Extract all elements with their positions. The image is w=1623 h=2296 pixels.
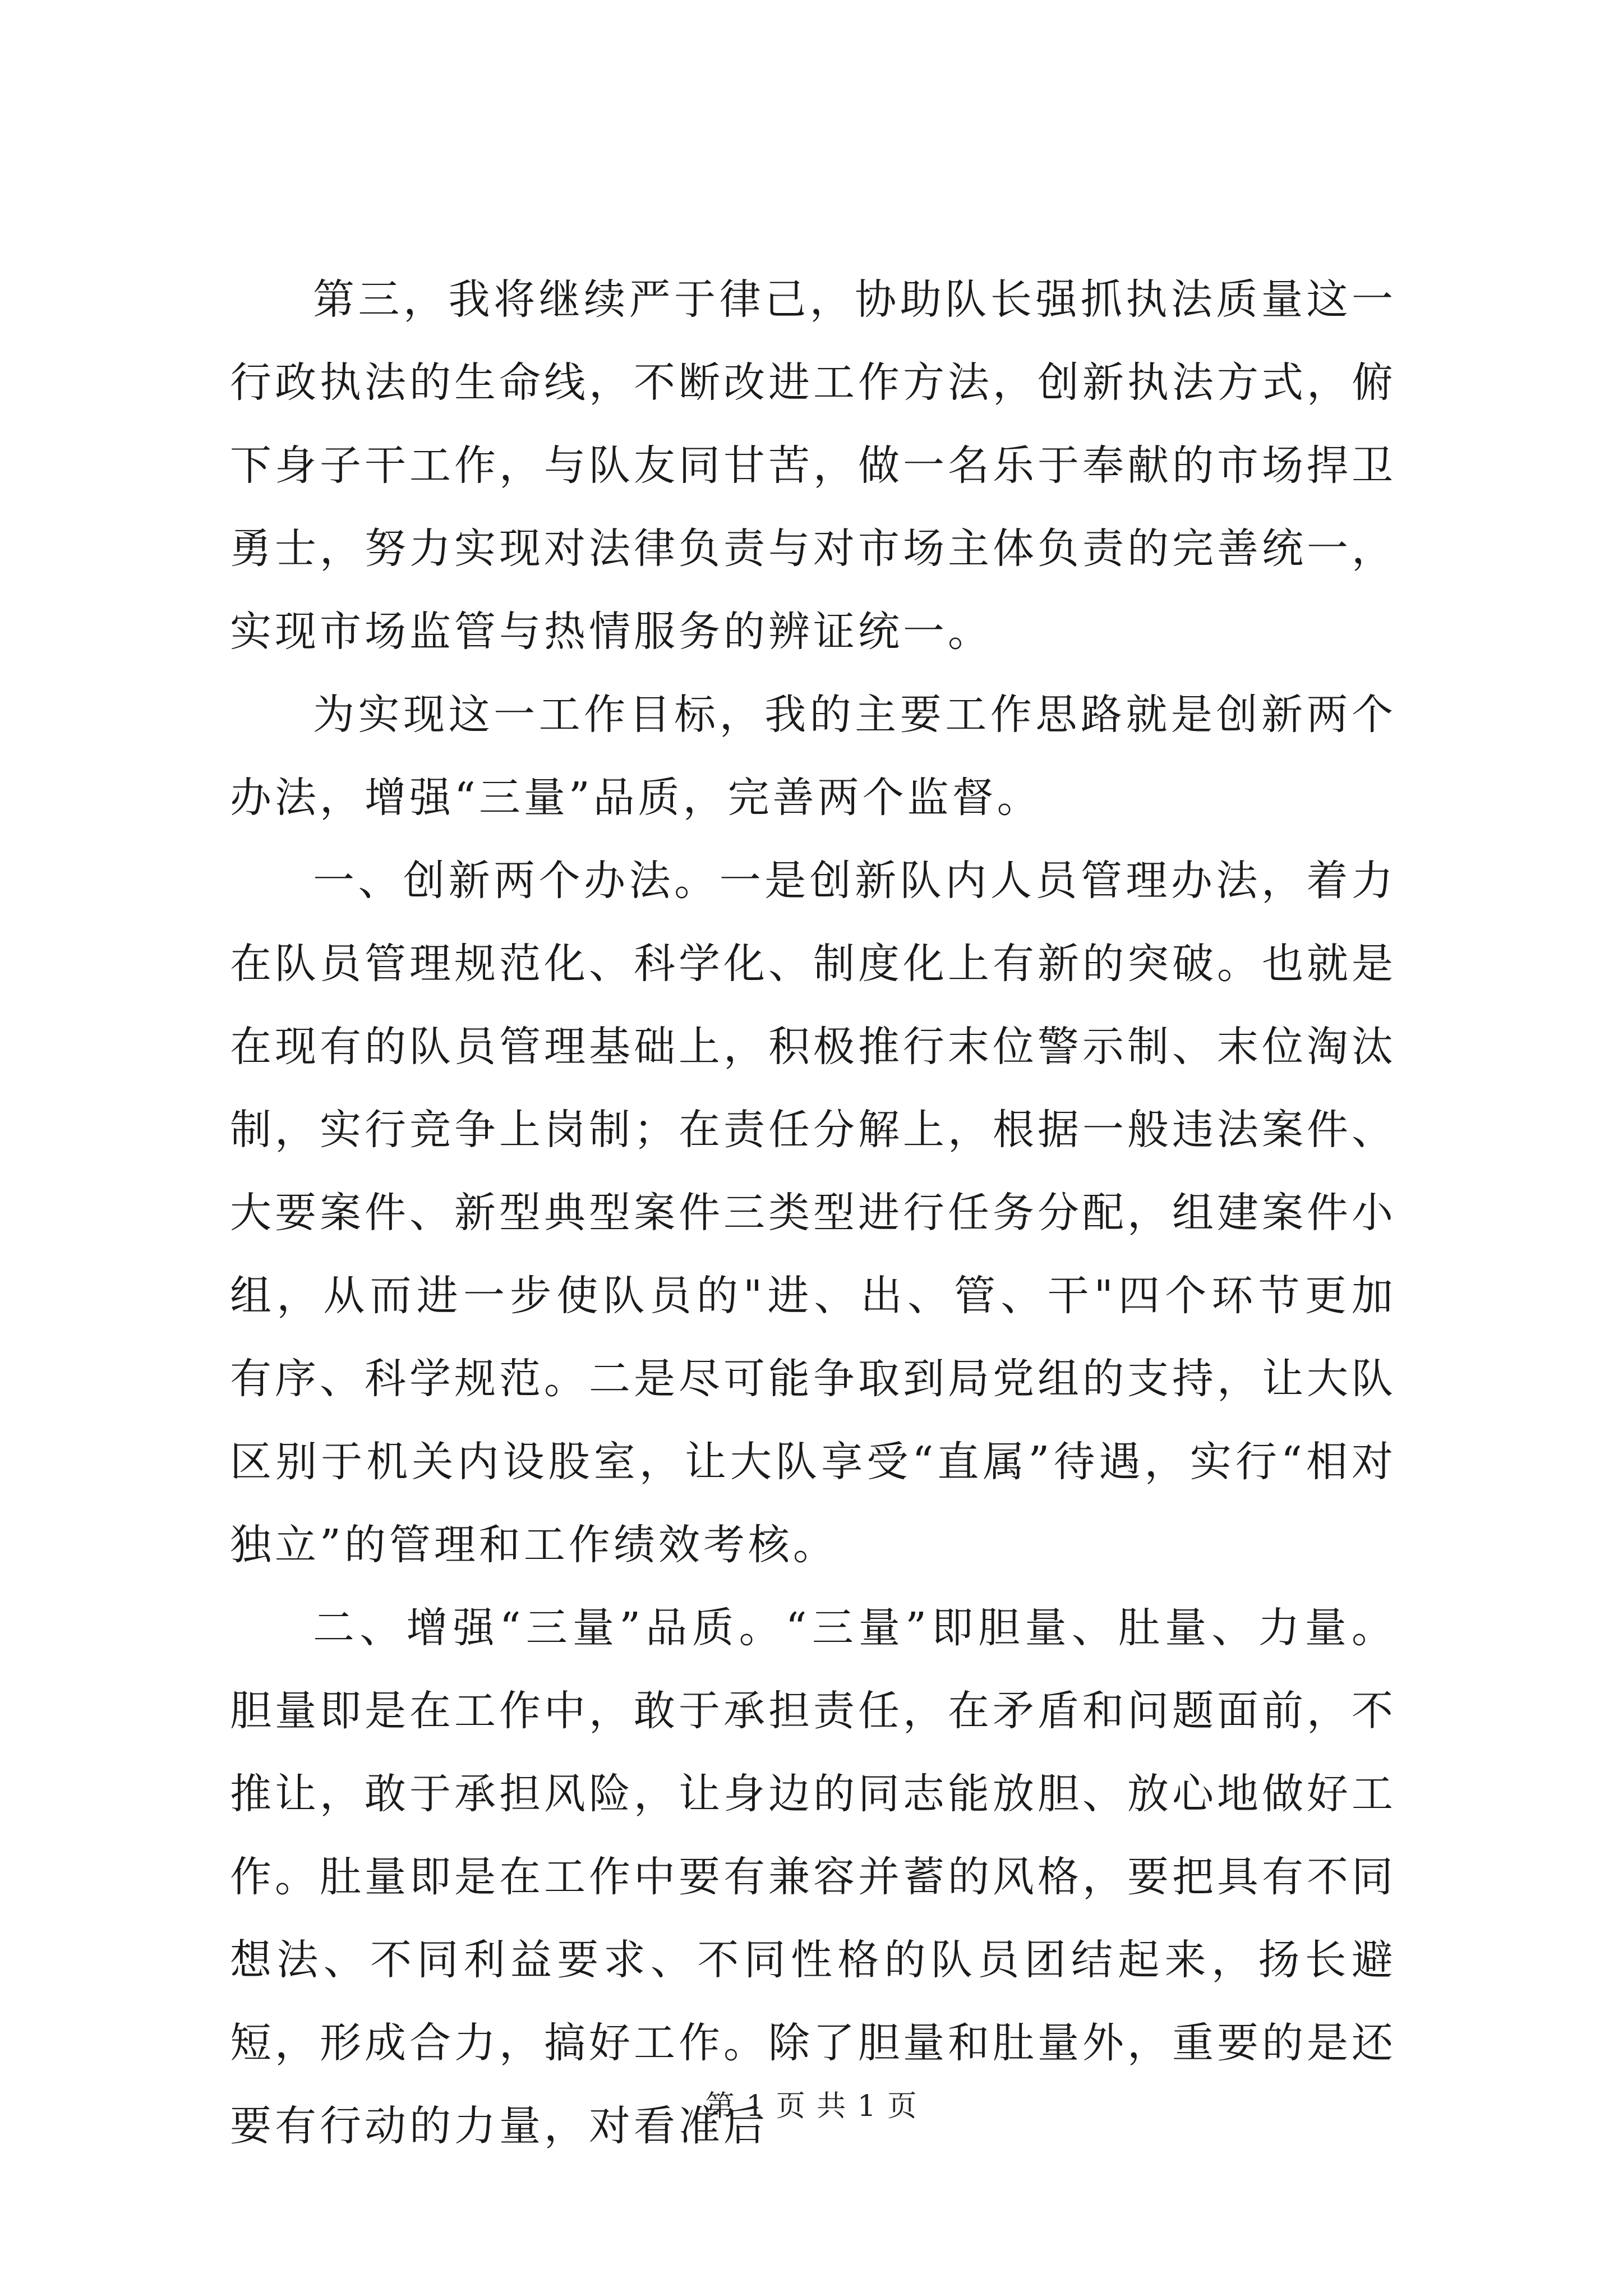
paragraph-2: 为实现这一工作目标，我的主要工作思路就是创新两个办法，增强“三量”品质，完善两个监督。 bbox=[230, 691, 1396, 822]
document-body bbox=[230, 258, 1396, 2168]
paragraph-4: 二、增强“三量”品质。“三量”即胆量、肚量、力量。胆量即是在工作中，敢于承担责任，在矛盾和问题面前，不推让，敢于承担风险，让身边的同志能放胆、放心地做好工作。肚量即是在工作中要有兼容并蓄的风格，要把具有不同想法、不同利益要求、不同性格的队员团结起来，扬长避短，形成合力，搞好工作。除了胆量和肚量外，重要的是还要有行动的力量，对看准后 bbox=[230, 1604, 1396, 2150]
paragraph-1: 第三，我将继续严于律己，协助队长强抓执法质量这一行政执法的生命线，不断改进工作方法，创新执法方式，俯下身子干工作，与队友同甘苦，做一名乐于奉献的市场捍卫勇士，努力实现对法律负责与对市场主体负责的完善统一，实现市场监管与热情服务的辨证统一。 bbox=[230, 275, 1396, 656]
paragraph-3: 一、创新两个办法。一是创新队内人员管理办法，着力在队员管理规范化、科学化、制度化上有新的突破。也就是在现有的队员管理基础上，积极推行末位警示制、末位淘汰制，实行竞争上岗制；在责任分解上，根据一般违法案件、大要案件、新型典型案件三类型进行任务分配，组建案件小组，从而进一步使队员的"进、出、管、干"四个环节更加有序、科学规范。二是尽可能争取到局党组的支持，让大队区别于机关内设股室，让大队享受“直属”待遇，实行“相对独立”的管理和工作绩效考核。 bbox=[230, 857, 1396, 1569]
page-footer: 第 1 页 共 1 页 bbox=[705, 2090, 918, 2123]
